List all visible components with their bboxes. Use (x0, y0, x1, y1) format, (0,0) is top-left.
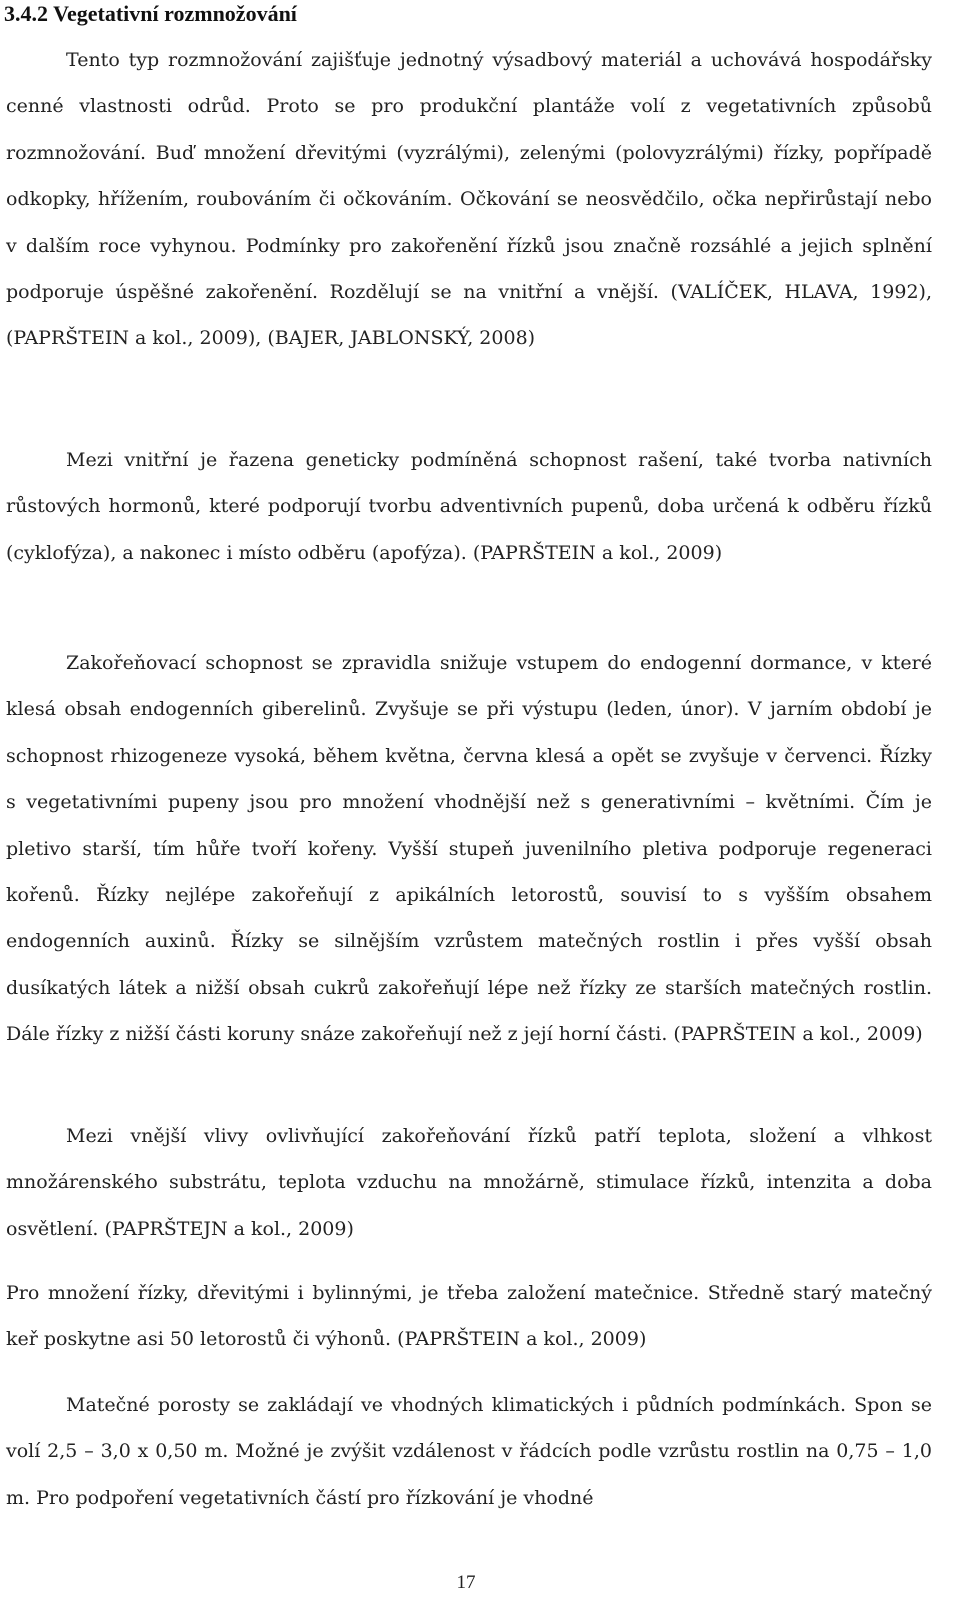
paragraph-external-factors: Mezi vnější vlivy ovlivňující zakořeňování řízků patří teplota, složení a vlhkost množárenského substrátu, teplota vzduchu na množárně, stimulace řízků, intenzita a doba osvětlení. (PAPRŠTEJN a kol., 2009) (6, 1125, 932, 1240)
page-number: 17 (456, 1572, 476, 1593)
paragraph-rooting-ability: Zakořeňovací schopnost se zpravidla snižuje vstupem do endogenní dormance, v které klesá obsah endogenních giberelinů. Zvyšuje se při výstupu (leden, únor). V jarním období je schopnost rhizogeneze vysoká, během května, června klesá a opět se zvyšuje v červenci. Řízky s vegetativními pupeny jsou pro množení vhodnější než s generativními – květními. Čím je pletivo starší, tím hůře tvoří kořeny. Vyšší stupeň juvenilního pletiva podporuje regeneraci kořenů. Řízky nejlépe zakořeňují z apikálních letorostů, souvisí to s vyšším obsahem endogenních auxinů. Řízky se silnějším vzrůstem matečných rostlin i přes vyšší obsah dusíkatých látek a nižší obsah cukrů zakořeňují lépe než řízky ze starších matečných rostlin. Dále řízky z nižší části koruny snáze zakořeňují než z její horní části. (PAPRŠTEIN a kol., 2009) (6, 652, 932, 1046)
section-heading: 3.4.2 Vegetativní rozmnožování (4, 1, 297, 26)
paragraph-internal-factors: Mezi vnitřní je řazena geneticky podmíněná schopnost rašení, také tvorba nativních růstových hormonů, které podporují tvorbu adventivních pupenů, doba určená k odběru řízků (cyklofýza), a nakonec i místo odběru (apofýza). (PAPRŠTEIN a kol., 2009) (6, 449, 932, 564)
paragraph-mother-stands: Matečné porosty se zakládají ve vhodných klimatických i půdních podmínkách. Spon se volí 2,5 – 3,0 x 0,50 m. Možné je zvýšit vzdálenost v řádcích podle vzrůstu rostlin na 0,75 – 1,0 m. Pro podpoření vegetativních částí pro řízkování je vhodné (6, 1394, 932, 1509)
paragraph-intro: Tento typ rozmnožování zajišťuje jednotný výsadbový materiál a uchovává hospodářsky cenné vlastnosti odrůd. Proto se pro produkční plantáže volí z vegetativních způsobů rozmnožování. Buď množení dřevitými (vyzrálými), zelenými (polovyzrálými) řízky, popřípadě odkopky, hřížením, roubováním či očkováním. Očkování se neosvědčilo, očka nepřirůstají nebo v dalším roce vyhynou. Podmínky pro zakořenění řízků jsou značně rozsáhlé a jejich splnění podporuje úspěšné zakořenění. Rozdělují se na vnitřní a vnější. (VALÍČEK, HLAVA, 1992), (PAPRŠTEIN a kol., 2009), (BAJER, JABLONSKÝ, 2008) (6, 49, 932, 350)
paragraph-mother-plants: Pro množení řízky, dřevitými i bylinnými, je třeba založení matečnice. Středně starý matečný keř poskytne asi 50 letorostů či výhonů. (PAPRŠTEIN a kol., 2009) (6, 1282, 932, 1351)
